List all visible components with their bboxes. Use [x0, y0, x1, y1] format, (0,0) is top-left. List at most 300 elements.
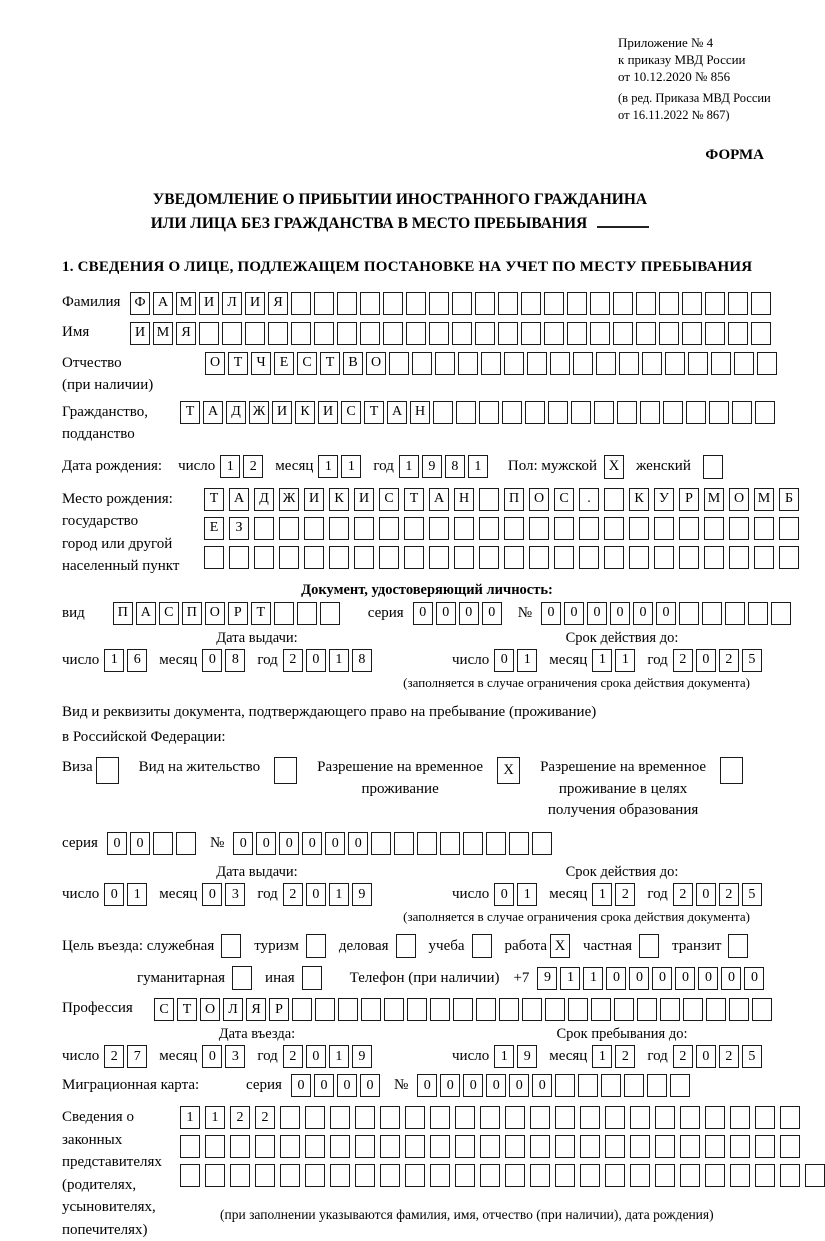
char-cell[interactable]: 6: [127, 649, 147, 672]
char-cell[interactable]: [502, 401, 522, 424]
char-cell[interactable]: [360, 322, 380, 345]
sex-female-checkbox[interactable]: [703, 455, 723, 479]
char-cell[interactable]: А: [136, 602, 156, 625]
char-cell[interactable]: [655, 1135, 675, 1158]
char-cell[interactable]: [730, 1164, 750, 1187]
char-cell[interactable]: [199, 322, 219, 345]
char-cell[interactable]: 0: [306, 649, 326, 672]
char-cell[interactable]: С: [379, 488, 399, 511]
char-cell[interactable]: [279, 546, 299, 569]
char-cell[interactable]: [504, 352, 524, 375]
char-cell[interactable]: А: [203, 401, 223, 424]
char-cell[interactable]: [280, 1164, 300, 1187]
char-cell[interactable]: 2: [243, 455, 263, 478]
char-cell[interactable]: М: [754, 488, 774, 511]
char-cell[interactable]: 2: [673, 1045, 693, 1068]
purpose-business-checkbox[interactable]: [396, 934, 416, 958]
char-cell[interactable]: 8: [225, 649, 245, 672]
char-cell[interactable]: [573, 352, 593, 375]
char-cell[interactable]: [705, 322, 725, 345]
char-cell[interactable]: [330, 1106, 350, 1129]
char-cell[interactable]: [647, 1074, 667, 1097]
char-cell[interactable]: [405, 1106, 425, 1129]
char-cell[interactable]: Н: [410, 401, 430, 424]
char-cell[interactable]: [532, 832, 552, 855]
char-cell[interactable]: 1: [592, 883, 612, 906]
char-cell[interactable]: [730, 1135, 750, 1158]
char-cell[interactable]: 8: [445, 455, 465, 478]
char-cell[interactable]: [680, 1164, 700, 1187]
char-cell[interactable]: П: [182, 602, 202, 625]
char-cell[interactable]: 1: [329, 883, 349, 906]
char-cell[interactable]: Т: [320, 352, 340, 375]
char-cell[interactable]: Т: [177, 998, 197, 1021]
char-cell[interactable]: [329, 517, 349, 540]
char-cell[interactable]: [330, 1135, 350, 1158]
char-cell[interactable]: [679, 546, 699, 569]
char-cell[interactable]: 0: [587, 602, 607, 625]
char-cell[interactable]: [176, 832, 196, 855]
char-cell[interactable]: 0: [279, 832, 299, 855]
char-cell[interactable]: [780, 1106, 800, 1129]
char-cell[interactable]: 1: [318, 455, 338, 478]
char-cell[interactable]: [530, 1135, 550, 1158]
char-cell[interactable]: С: [154, 998, 174, 1021]
char-cell[interactable]: Д: [226, 401, 246, 424]
char-cell[interactable]: [384, 998, 404, 1021]
char-cell[interactable]: [430, 1164, 450, 1187]
char-cell[interactable]: Р: [228, 602, 248, 625]
char-cell[interactable]: [404, 546, 424, 569]
char-cell[interactable]: Е: [204, 517, 224, 540]
char-cell[interactable]: 9: [352, 883, 372, 906]
char-cell[interactable]: [404, 517, 424, 540]
char-cell[interactable]: 0: [233, 832, 253, 855]
char-cell[interactable]: Д: [254, 488, 274, 511]
char-cell[interactable]: С: [554, 488, 574, 511]
char-cell[interactable]: [779, 546, 799, 569]
char-cell[interactable]: [601, 1074, 621, 1097]
char-cell[interactable]: [463, 832, 483, 855]
char-cell[interactable]: А: [429, 488, 449, 511]
char-cell[interactable]: 1: [560, 967, 580, 990]
char-cell[interactable]: 9: [422, 455, 442, 478]
char-cell[interactable]: Ж: [249, 401, 269, 424]
char-cell[interactable]: [380, 1164, 400, 1187]
char-cell[interactable]: К: [295, 401, 315, 424]
char-cell[interactable]: Т: [228, 352, 248, 375]
char-cell[interactable]: [544, 292, 564, 315]
char-cell[interactable]: [751, 292, 771, 315]
char-cell[interactable]: [730, 1106, 750, 1129]
char-cell[interactable]: М: [153, 322, 173, 345]
char-cell[interactable]: 1: [517, 883, 537, 906]
char-cell[interactable]: 5: [742, 1045, 762, 1068]
char-cell[interactable]: 2: [255, 1106, 275, 1129]
char-cell[interactable]: [682, 292, 702, 315]
char-cell[interactable]: [530, 1106, 550, 1129]
char-cell[interactable]: [605, 1164, 625, 1187]
char-cell[interactable]: [679, 602, 699, 625]
char-cell[interactable]: 2: [615, 1045, 635, 1068]
char-cell[interactable]: [755, 1106, 775, 1129]
char-cell[interactable]: [455, 1106, 475, 1129]
char-cell[interactable]: [529, 546, 549, 569]
char-cell[interactable]: [571, 401, 591, 424]
char-cell[interactable]: Л: [223, 998, 243, 1021]
char-cell[interactable]: [255, 1135, 275, 1158]
char-cell[interactable]: [734, 352, 754, 375]
char-cell[interactable]: [383, 322, 403, 345]
char-cell[interactable]: [505, 1106, 525, 1129]
char-cell[interactable]: [476, 998, 496, 1021]
char-cell[interactable]: Ч: [251, 352, 271, 375]
char-cell[interactable]: [604, 488, 624, 511]
char-cell[interactable]: У: [654, 488, 674, 511]
char-cell[interactable]: [655, 1164, 675, 1187]
char-cell[interactable]: [280, 1106, 300, 1129]
char-cell[interactable]: [274, 602, 294, 625]
char-cell[interactable]: 0: [564, 602, 584, 625]
char-cell[interactable]: [660, 998, 680, 1021]
char-cell[interactable]: 1: [220, 455, 240, 478]
char-cell[interactable]: [748, 602, 768, 625]
char-cell[interactable]: [379, 546, 399, 569]
char-cell[interactable]: [755, 1135, 775, 1158]
char-cell[interactable]: [230, 1164, 250, 1187]
char-cell[interactable]: О: [529, 488, 549, 511]
char-cell[interactable]: [655, 1106, 675, 1129]
visa-checkbox[interactable]: [96, 757, 119, 784]
char-cell[interactable]: 1: [180, 1106, 200, 1129]
char-cell[interactable]: [780, 1135, 800, 1158]
char-cell[interactable]: [452, 292, 472, 315]
char-cell[interactable]: [479, 488, 499, 511]
char-cell[interactable]: [568, 998, 588, 1021]
char-cell[interactable]: [663, 401, 683, 424]
char-cell[interactable]: [725, 602, 745, 625]
char-cell[interactable]: [412, 352, 432, 375]
char-cell[interactable]: [509, 832, 529, 855]
char-cell[interactable]: [732, 401, 752, 424]
char-cell[interactable]: [479, 517, 499, 540]
char-cell[interactable]: [499, 998, 519, 1021]
char-cell[interactable]: [729, 998, 749, 1021]
char-cell[interactable]: [529, 517, 549, 540]
char-cell[interactable]: 0: [675, 967, 695, 990]
char-cell[interactable]: [389, 352, 409, 375]
char-cell[interactable]: 7: [127, 1045, 147, 1068]
char-cell[interactable]: [550, 352, 570, 375]
char-cell[interactable]: [315, 998, 335, 1021]
char-cell[interactable]: [480, 1106, 500, 1129]
char-cell[interactable]: Я: [246, 998, 266, 1021]
char-cell[interactable]: [757, 352, 777, 375]
char-cell[interactable]: [505, 1135, 525, 1158]
char-cell[interactable]: [361, 998, 381, 1021]
char-cell[interactable]: О: [729, 488, 749, 511]
char-cell[interactable]: [475, 292, 495, 315]
char-cell[interactable]: И: [318, 401, 338, 424]
char-cell[interactable]: [705, 1135, 725, 1158]
char-cell[interactable]: 0: [348, 832, 368, 855]
char-cell[interactable]: [604, 546, 624, 569]
char-cell[interactable]: [654, 517, 674, 540]
char-cell[interactable]: 2: [719, 883, 739, 906]
char-cell[interactable]: [590, 322, 610, 345]
char-cell[interactable]: 1: [341, 455, 361, 478]
char-cell[interactable]: [754, 546, 774, 569]
char-cell[interactable]: [704, 517, 724, 540]
char-cell[interactable]: [629, 546, 649, 569]
char-cell[interactable]: А: [229, 488, 249, 511]
char-cell[interactable]: И: [130, 322, 150, 345]
temp-residence-edu-checkbox[interactable]: [720, 757, 743, 784]
char-cell[interactable]: [429, 292, 449, 315]
char-cell[interactable]: 0: [459, 602, 479, 625]
char-cell[interactable]: [554, 546, 574, 569]
char-cell[interactable]: [291, 322, 311, 345]
char-cell[interactable]: [705, 1106, 725, 1129]
char-cell[interactable]: 0: [696, 649, 716, 672]
purpose-private-checkbox[interactable]: [639, 934, 659, 958]
char-cell[interactable]: [371, 832, 391, 855]
char-cell[interactable]: [591, 998, 611, 1021]
char-cell[interactable]: [230, 1135, 250, 1158]
char-cell[interactable]: О: [205, 602, 225, 625]
char-cell[interactable]: [355, 1164, 375, 1187]
char-cell[interactable]: [383, 292, 403, 315]
char-cell[interactable]: [458, 352, 478, 375]
char-cell[interactable]: [613, 322, 633, 345]
char-cell[interactable]: [204, 546, 224, 569]
char-cell[interactable]: Т: [404, 488, 424, 511]
char-cell[interactable]: 1: [329, 1045, 349, 1068]
char-cell[interactable]: [637, 998, 657, 1021]
char-cell[interactable]: 1: [127, 883, 147, 906]
char-cell[interactable]: 0: [306, 883, 326, 906]
char-cell[interactable]: 0: [698, 967, 718, 990]
char-cell[interactable]: [522, 998, 542, 1021]
char-cell[interactable]: .: [579, 488, 599, 511]
char-cell[interactable]: [580, 1135, 600, 1158]
char-cell[interactable]: Т: [251, 602, 271, 625]
char-cell[interactable]: [355, 1106, 375, 1129]
purpose-tourism-checkbox[interactable]: [306, 934, 326, 958]
char-cell[interactable]: [304, 517, 324, 540]
char-cell[interactable]: 8: [352, 649, 372, 672]
char-cell[interactable]: [504, 546, 524, 569]
char-cell[interactable]: [297, 602, 317, 625]
char-cell[interactable]: [729, 517, 749, 540]
char-cell[interactable]: З: [229, 517, 249, 540]
char-cell[interactable]: [567, 322, 587, 345]
char-cell[interactable]: [659, 292, 679, 315]
char-cell[interactable]: О: [366, 352, 386, 375]
char-cell[interactable]: [711, 352, 731, 375]
char-cell[interactable]: [630, 1164, 650, 1187]
char-cell[interactable]: [594, 401, 614, 424]
char-cell[interactable]: 2: [230, 1106, 250, 1129]
char-cell[interactable]: 0: [107, 832, 127, 855]
char-cell[interactable]: 0: [256, 832, 276, 855]
char-cell[interactable]: [679, 517, 699, 540]
char-cell[interactable]: [630, 1106, 650, 1129]
char-cell[interactable]: 3: [225, 883, 245, 906]
char-cell[interactable]: Р: [679, 488, 699, 511]
char-cell[interactable]: [527, 352, 547, 375]
char-cell[interactable]: [704, 546, 724, 569]
char-cell[interactable]: 2: [719, 1045, 739, 1068]
char-cell[interactable]: [433, 401, 453, 424]
char-cell[interactable]: [613, 292, 633, 315]
char-cell[interactable]: [604, 517, 624, 540]
char-cell[interactable]: 1: [592, 1045, 612, 1068]
char-cell[interactable]: [752, 998, 772, 1021]
char-cell[interactable]: [338, 998, 358, 1021]
char-cell[interactable]: [642, 352, 662, 375]
char-cell[interactable]: [280, 1135, 300, 1158]
char-cell[interactable]: [755, 401, 775, 424]
char-cell[interactable]: 0: [696, 883, 716, 906]
char-cell[interactable]: 1: [399, 455, 419, 478]
char-cell[interactable]: 0: [306, 1045, 326, 1068]
char-cell[interactable]: Т: [180, 401, 200, 424]
char-cell[interactable]: 1: [329, 649, 349, 672]
char-cell[interactable]: [659, 322, 679, 345]
char-cell[interactable]: [406, 322, 426, 345]
char-cell[interactable]: [254, 546, 274, 569]
char-cell[interactable]: [337, 292, 357, 315]
char-cell[interactable]: [205, 1135, 225, 1158]
char-cell[interactable]: [702, 602, 722, 625]
char-cell[interactable]: [605, 1135, 625, 1158]
char-cell[interactable]: [504, 517, 524, 540]
char-cell[interactable]: [754, 517, 774, 540]
char-cell[interactable]: 0: [494, 649, 514, 672]
char-cell[interactable]: 0: [721, 967, 741, 990]
char-cell[interactable]: 0: [633, 602, 653, 625]
char-cell[interactable]: [780, 1164, 800, 1187]
char-cell[interactable]: 0: [494, 883, 514, 906]
char-cell[interactable]: П: [113, 602, 133, 625]
char-cell[interactable]: [455, 1135, 475, 1158]
char-cell[interactable]: 0: [509, 1074, 529, 1097]
char-cell[interactable]: [481, 352, 501, 375]
char-cell[interactable]: С: [341, 401, 361, 424]
char-cell[interactable]: [435, 352, 455, 375]
char-cell[interactable]: [329, 546, 349, 569]
char-cell[interactable]: 0: [413, 602, 433, 625]
char-cell[interactable]: [709, 401, 729, 424]
char-cell[interactable]: 3: [225, 1045, 245, 1068]
char-cell[interactable]: [330, 1164, 350, 1187]
char-cell[interactable]: [548, 401, 568, 424]
temp-residence-checkbox[interactable]: X: [497, 757, 520, 784]
char-cell[interactable]: [579, 546, 599, 569]
char-cell[interactable]: [579, 517, 599, 540]
char-cell[interactable]: 0: [482, 602, 502, 625]
char-cell[interactable]: 0: [541, 602, 561, 625]
char-cell[interactable]: 1: [468, 455, 488, 478]
char-cell[interactable]: [452, 322, 472, 345]
char-cell[interactable]: [380, 1106, 400, 1129]
char-cell[interactable]: [706, 998, 726, 1021]
char-cell[interactable]: 0: [532, 1074, 552, 1097]
char-cell[interactable]: [555, 1106, 575, 1129]
char-cell[interactable]: [337, 322, 357, 345]
char-cell[interactable]: [617, 401, 637, 424]
char-cell[interactable]: [430, 998, 450, 1021]
char-cell[interactable]: 1: [592, 649, 612, 672]
char-cell[interactable]: 0: [463, 1074, 483, 1097]
char-cell[interactable]: [682, 322, 702, 345]
char-cell[interactable]: И: [245, 292, 265, 315]
char-cell[interactable]: [180, 1135, 200, 1158]
char-cell[interactable]: 1: [583, 967, 603, 990]
char-cell[interactable]: [429, 546, 449, 569]
char-cell[interactable]: [498, 322, 518, 345]
char-cell[interactable]: [779, 517, 799, 540]
char-cell[interactable]: 2: [283, 649, 303, 672]
char-cell[interactable]: 0: [744, 967, 764, 990]
purpose-official-checkbox[interactable]: [221, 934, 241, 958]
char-cell[interactable]: 2: [283, 883, 303, 906]
char-cell[interactable]: Р: [269, 998, 289, 1021]
char-cell[interactable]: 0: [656, 602, 676, 625]
char-cell[interactable]: [456, 401, 476, 424]
char-cell[interactable]: [580, 1164, 600, 1187]
purpose-other-checkbox[interactable]: [302, 966, 322, 990]
char-cell[interactable]: К: [329, 488, 349, 511]
char-cell[interactable]: [580, 1106, 600, 1129]
sex-male-checkbox[interactable]: X: [604, 455, 624, 479]
char-cell[interactable]: 2: [673, 649, 693, 672]
char-cell[interactable]: 0: [696, 1045, 716, 1068]
char-cell[interactable]: [453, 998, 473, 1021]
char-cell[interactable]: С: [297, 352, 317, 375]
purpose-study-checkbox[interactable]: [472, 934, 492, 958]
char-cell[interactable]: К: [629, 488, 649, 511]
char-cell[interactable]: 1: [494, 1045, 514, 1068]
char-cell[interactable]: [486, 832, 506, 855]
char-cell[interactable]: 2: [615, 883, 635, 906]
char-cell[interactable]: [268, 322, 288, 345]
char-cell[interactable]: 5: [742, 649, 762, 672]
char-cell[interactable]: [614, 998, 634, 1021]
char-cell[interactable]: 1: [104, 649, 124, 672]
char-cell[interactable]: [578, 1074, 598, 1097]
char-cell[interactable]: [405, 1135, 425, 1158]
char-cell[interactable]: 0: [314, 1074, 334, 1097]
char-cell[interactable]: И: [272, 401, 292, 424]
char-cell[interactable]: [429, 322, 449, 345]
char-cell[interactable]: 0: [202, 649, 222, 672]
char-cell[interactable]: [630, 1135, 650, 1158]
char-cell[interactable]: [305, 1106, 325, 1129]
char-cell[interactable]: 0: [202, 1045, 222, 1068]
char-cell[interactable]: [729, 546, 749, 569]
char-cell[interactable]: [629, 517, 649, 540]
char-cell[interactable]: [153, 832, 173, 855]
char-cell[interactable]: [686, 401, 706, 424]
char-cell[interactable]: С: [159, 602, 179, 625]
char-cell[interactable]: [479, 401, 499, 424]
purpose-work-checkbox[interactable]: X: [550, 934, 570, 958]
char-cell[interactable]: 0: [104, 883, 124, 906]
char-cell[interactable]: [530, 1164, 550, 1187]
char-cell[interactable]: 0: [436, 602, 456, 625]
